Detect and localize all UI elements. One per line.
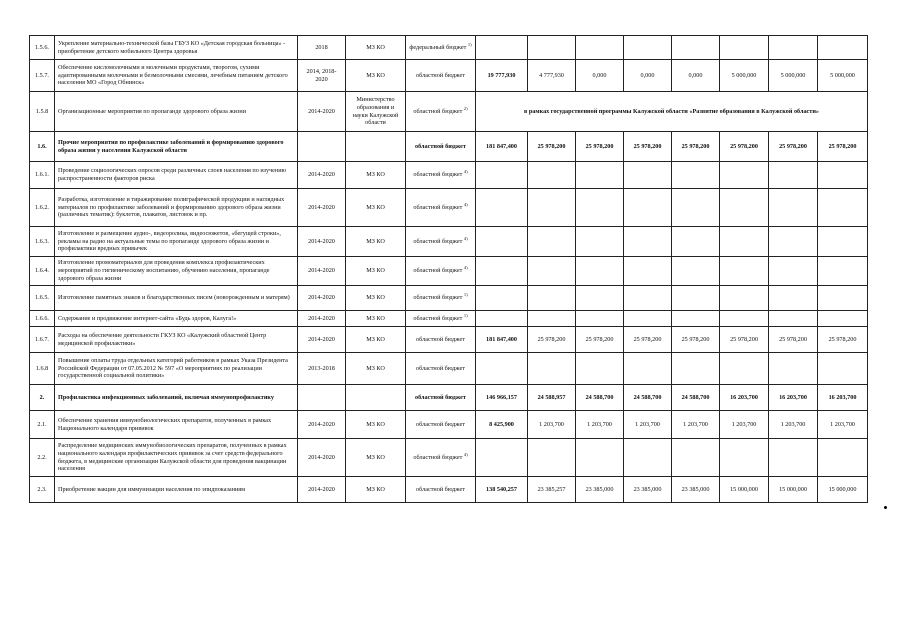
funding-source-text: областной бюджет xyxy=(413,203,463,211)
year-value-cell: 25 978,200 xyxy=(818,327,868,353)
year-value-cell xyxy=(576,189,624,227)
year-value-cell xyxy=(528,353,576,385)
year-value-cell xyxy=(624,439,672,477)
year-value-cell xyxy=(672,311,720,327)
executor-cell: Министерство образования и науки Калужской области xyxy=(346,92,406,132)
activity-name-cell: Прочие мероприятия по профилактике заболеваний и формированию здорового образа жизни у населения Калужской области xyxy=(55,132,298,162)
year-value-cell: 25 978,200 xyxy=(769,327,818,353)
executor-cell: МЗ КО xyxy=(346,162,406,189)
year-value-cell xyxy=(576,439,624,477)
year-value-cell xyxy=(769,353,818,385)
year-value-cell xyxy=(528,189,576,227)
year-value-cell xyxy=(624,286,672,311)
funding-source-text: областной бюджет xyxy=(413,171,463,179)
funding-source-text: областной бюджет xyxy=(413,294,463,302)
table-row xyxy=(30,36,868,60)
year-value-cell xyxy=(769,311,818,327)
activity-name-cell: Разработка, изготовление и тиражирование полиграфической продукции и наглядных материалов по профилактике заболеваний и формированию здорового образа жизни (различных тематик): буклетов, плакатов, листовок и пр. xyxy=(55,189,298,227)
funding-source-cell xyxy=(406,411,476,439)
total-value-cell xyxy=(476,227,528,257)
total-value-cell xyxy=(476,439,528,477)
activity-name-cell: Организационные мероприятия по пропаганде здорового образа жизни xyxy=(55,92,298,132)
year-value-cell xyxy=(672,36,720,60)
activity-name-cell: Содержание и продвижение интернет-сайта «Будь здоров, Калуга!» xyxy=(55,311,298,327)
funding-source-cell xyxy=(406,227,476,257)
funding-source-text: областной бюджет xyxy=(416,364,465,372)
funding-source-cell xyxy=(406,162,476,189)
row-number-cell: 1.6.7. xyxy=(30,327,55,353)
total-value-cell: 138 540,257 xyxy=(476,477,528,503)
program-table xyxy=(29,35,868,503)
executor-cell: МЗ КО xyxy=(346,411,406,439)
year-value-cell xyxy=(576,257,624,286)
table-row xyxy=(30,60,868,92)
funding-source-cell xyxy=(406,385,476,411)
row-number-cell: 1.6.1. xyxy=(30,162,55,189)
period-cell: 2014-2020 xyxy=(298,162,346,189)
period-cell: 2014, 2018-2020 xyxy=(298,60,346,92)
funding-source-cell xyxy=(406,60,476,92)
funding-source-cell xyxy=(406,439,476,477)
year-value-cell xyxy=(720,439,769,477)
period-cell xyxy=(298,385,346,411)
footnote-marker: 1) xyxy=(463,292,468,298)
table-row xyxy=(30,92,868,132)
year-value-cell: 25 978,200 xyxy=(818,132,868,162)
funding-source-text: областной бюджет xyxy=(415,142,466,150)
year-value-cell xyxy=(672,189,720,227)
executor-cell: МЗ КО xyxy=(346,353,406,385)
funding-source-text: областной бюджет xyxy=(413,107,463,115)
year-value-cell xyxy=(818,353,868,385)
year-value-cell xyxy=(818,36,868,60)
period-cell: 2014-2020 xyxy=(298,327,346,353)
year-value-cell xyxy=(720,189,769,227)
row-number-cell: 1.6. xyxy=(30,132,55,162)
year-value-cell xyxy=(576,162,624,189)
executor-cell: МЗ КО xyxy=(346,477,406,503)
row-number-cell: 2.1. xyxy=(30,411,55,439)
year-value-cell: 23 385,257 xyxy=(528,477,576,503)
program-reference-cell: в рамках государственной программы Калужской области «Развитие образования в Калужской области» xyxy=(476,92,868,132)
table-row xyxy=(30,311,868,327)
total-value-cell xyxy=(476,353,528,385)
funding-source-text: областной бюджет xyxy=(416,71,465,79)
funding-source-text: областной бюджет xyxy=(415,393,466,401)
table-row xyxy=(30,162,868,189)
year-value-cell xyxy=(672,353,720,385)
funding-source-cell xyxy=(406,311,476,327)
activity-name-cell: Распределение медицинских иммунобиологических препаратов, полученных в рамках национального календаря профилактических прививок за счет средств федерального бюджета, в медицинские организации Калужской области для проведения вакцинации населения xyxy=(55,439,298,477)
year-value-cell: 0,000 xyxy=(672,60,720,92)
year-value-cell xyxy=(672,286,720,311)
table-row xyxy=(30,477,868,503)
year-value-cell: 25 978,200 xyxy=(528,132,576,162)
scan-speck xyxy=(884,506,887,509)
period-cell: 2014-2020 xyxy=(298,311,346,327)
year-value-cell xyxy=(528,439,576,477)
year-value-cell: 1 203,700 xyxy=(576,411,624,439)
funding-source-text: областной бюджет xyxy=(416,335,465,343)
total-value-cell: 181 847,400 xyxy=(476,132,528,162)
year-value-cell: 23 385,000 xyxy=(672,477,720,503)
year-value-cell xyxy=(818,162,868,189)
funding-source-text: областной бюджет xyxy=(413,237,463,245)
funding-source-text: областной бюджет xyxy=(413,267,463,275)
total-value-cell: 181 847,400 xyxy=(476,327,528,353)
period-cell: 2014-2020 xyxy=(298,189,346,227)
year-value-cell xyxy=(769,162,818,189)
activity-name-cell: Изготовление памятных знаков и благодарственных писем (новорожденным и матерям) xyxy=(55,286,298,311)
funding-source-cell xyxy=(406,132,476,162)
year-value-cell xyxy=(624,257,672,286)
executor-cell: МЗ КО xyxy=(346,439,406,477)
year-value-cell xyxy=(624,353,672,385)
footnote-marker: 1) xyxy=(467,41,472,47)
footnote-marker: 4) xyxy=(463,265,468,271)
period-cell xyxy=(298,132,346,162)
year-value-cell xyxy=(528,36,576,60)
activity-name-cell: Профилактика инфекционных заболеваний, включая иммунопрофилактику xyxy=(55,385,298,411)
year-value-cell: 25 978,200 xyxy=(720,132,769,162)
year-value-cell: 15 000,000 xyxy=(769,477,818,503)
table-row xyxy=(30,189,868,227)
year-value-cell: 25 978,200 xyxy=(528,327,576,353)
year-value-cell xyxy=(624,162,672,189)
period-cell: 2014-2020 xyxy=(298,411,346,439)
table-row xyxy=(30,227,868,257)
year-value-cell xyxy=(528,162,576,189)
total-value-cell xyxy=(476,286,528,311)
year-value-cell xyxy=(720,286,769,311)
year-value-cell xyxy=(818,257,868,286)
total-value-cell xyxy=(476,257,528,286)
row-number-cell: 2. xyxy=(30,385,55,411)
year-value-cell: 1 203,700 xyxy=(769,411,818,439)
funding-source-text: областной бюджет xyxy=(416,485,465,493)
row-number-cell: 1.6.6. xyxy=(30,311,55,327)
year-value-cell: 4 777,930 xyxy=(528,60,576,92)
year-value-cell xyxy=(576,311,624,327)
total-value-cell: 19 777,930 xyxy=(476,60,528,92)
executor-cell: МЗ КО xyxy=(346,286,406,311)
year-value-cell: 25 978,200 xyxy=(624,327,672,353)
year-value-cell xyxy=(576,353,624,385)
table-row xyxy=(30,286,868,311)
total-value-cell: 146 966,157 xyxy=(476,385,528,411)
funding-source-cell xyxy=(406,327,476,353)
funding-source-text: областной бюджет xyxy=(413,453,463,461)
year-value-cell xyxy=(624,189,672,227)
footnote-marker: 4) xyxy=(463,169,468,175)
activity-name-cell: Приобретение вакцин для иммунизации населения по эпидпоказаниям xyxy=(55,477,298,503)
executor-cell: МЗ КО xyxy=(346,189,406,227)
row-number-cell: 1.6.3. xyxy=(30,227,55,257)
year-value-cell xyxy=(769,286,818,311)
funding-source-cell xyxy=(406,286,476,311)
year-value-cell xyxy=(528,257,576,286)
total-value-cell xyxy=(476,162,528,189)
footnote-marker: 1) xyxy=(463,312,468,318)
row-number-cell: 1.5.6. xyxy=(30,36,55,60)
period-cell: 2014-2020 xyxy=(298,286,346,311)
year-value-cell xyxy=(720,36,769,60)
year-value-cell xyxy=(624,311,672,327)
table-row xyxy=(30,327,868,353)
year-value-cell xyxy=(624,227,672,257)
year-value-cell xyxy=(818,227,868,257)
year-value-cell xyxy=(528,311,576,327)
year-value-cell: 16 203,700 xyxy=(720,385,769,411)
activity-name-cell: Повышение оплаты труда отдельных категорий работников в рамках Указа Президента Российской Федерации от 07.05.2012 № 597 «О мероприятиях по реализации государственной социальной политики» xyxy=(55,353,298,385)
year-value-cell: 5 000,000 xyxy=(769,60,818,92)
year-value-cell: 16 203,700 xyxy=(769,385,818,411)
year-value-cell xyxy=(624,36,672,60)
total-value-cell: 8 425,900 xyxy=(476,411,528,439)
year-value-cell: 1 203,700 xyxy=(818,411,868,439)
year-value-cell: 24 588,700 xyxy=(576,385,624,411)
activity-name-cell: Изготовление промоматериалов для проведения комплекса профилактических мероприятий по гигиеническому воспитанию, обучению населения, пропаганде здорового образа жизни xyxy=(55,257,298,286)
row-number-cell: 1.6.5. xyxy=(30,286,55,311)
year-value-cell: 15 000,000 xyxy=(818,477,868,503)
executor-cell: МЗ КО xyxy=(346,60,406,92)
row-number-cell: 1.6.8 xyxy=(30,353,55,385)
year-value-cell: 24 588,700 xyxy=(672,385,720,411)
row-number-cell: 2.3. xyxy=(30,477,55,503)
funding-source-cell xyxy=(406,189,476,227)
executor-cell: МЗ КО xyxy=(346,327,406,353)
period-cell: 2014-2020 xyxy=(298,227,346,257)
period-cell: 2014-2020 xyxy=(298,477,346,503)
total-value-cell xyxy=(476,36,528,60)
activity-name-cell: Расходы на обеспечение деятельности ГКУЗ КО «Калужский областной Центр медицинской профилактики» xyxy=(55,327,298,353)
executor-cell: МЗ КО xyxy=(346,36,406,60)
year-value-cell xyxy=(528,227,576,257)
year-value-cell xyxy=(720,311,769,327)
year-value-cell xyxy=(818,189,868,227)
funding-source-text: областной бюджет xyxy=(413,314,463,322)
year-value-cell: 25 978,200 xyxy=(576,327,624,353)
year-value-cell: 0,000 xyxy=(576,60,624,92)
funding-source-cell xyxy=(406,92,476,132)
year-value-cell: 1 203,700 xyxy=(672,411,720,439)
table-row xyxy=(30,353,868,385)
period-cell: 2014-2020 xyxy=(298,439,346,477)
period-cell: 2018 xyxy=(298,36,346,60)
footnote-marker: 2) xyxy=(463,105,468,111)
period-cell: 2014-2020 xyxy=(298,92,346,132)
year-value-cell: 25 978,200 xyxy=(624,132,672,162)
year-value-cell xyxy=(769,227,818,257)
period-cell: 2013-2018 xyxy=(298,353,346,385)
year-value-cell: 1 203,700 xyxy=(528,411,576,439)
year-value-cell xyxy=(672,257,720,286)
funding-source-text: федеральный бюджет xyxy=(409,43,467,51)
year-value-cell: 5 000,000 xyxy=(720,60,769,92)
table-row xyxy=(30,132,868,162)
year-value-cell: 25 978,200 xyxy=(720,327,769,353)
year-value-cell: 1 203,700 xyxy=(624,411,672,439)
row-number-cell: 1.6.2. xyxy=(30,189,55,227)
executor-cell: МЗ КО xyxy=(346,311,406,327)
executor-cell: МЗ КО xyxy=(346,227,406,257)
year-value-cell xyxy=(818,311,868,327)
total-value-cell xyxy=(476,189,528,227)
year-value-cell xyxy=(720,227,769,257)
funding-source-cell xyxy=(406,353,476,385)
funding-source-text: областной бюджет xyxy=(416,420,465,428)
funding-source-cell xyxy=(406,257,476,286)
year-value-cell xyxy=(769,439,818,477)
funding-source-cell xyxy=(406,36,476,60)
footnote-marker: 4) xyxy=(463,235,468,241)
row-number-cell: 1.5.7. xyxy=(30,60,55,92)
table-row xyxy=(30,385,868,411)
row-number-cell: 1.6.4. xyxy=(30,257,55,286)
year-value-cell: 24 588,957 xyxy=(528,385,576,411)
table-row xyxy=(30,439,868,477)
funding-source-cell xyxy=(406,477,476,503)
year-value-cell xyxy=(672,227,720,257)
year-value-cell: 16 203,700 xyxy=(818,385,868,411)
year-value-cell: 24 588,700 xyxy=(624,385,672,411)
table-row xyxy=(30,257,868,286)
year-value-cell: 1 203,700 xyxy=(720,411,769,439)
year-value-cell xyxy=(576,227,624,257)
year-value-cell: 25 978,200 xyxy=(672,327,720,353)
year-value-cell xyxy=(720,257,769,286)
activity-name-cell: Укрепление материально-технической базы ГБУЗ КО «Детская городская больница» - приобретение детского мобильного Центра здоровья xyxy=(55,36,298,60)
activity-name-cell: Изготовление и размещение аудио-, видеоролика, видеосюжетов, «бегущей строки», рекламы на радио на актуальные темы по пропаганде здорового образа жизни и профилактики вредных привычек xyxy=(55,227,298,257)
year-value-cell: 23 385,000 xyxy=(576,477,624,503)
period-cell: 2014-2020 xyxy=(298,257,346,286)
row-number-cell: 2.2. xyxy=(30,439,55,477)
year-value-cell: 15 000,000 xyxy=(720,477,769,503)
row-number-cell: 1.5.8 xyxy=(30,92,55,132)
activity-name-cell: Проведение социологических опросов среди различных слоев населения по изучению распространенности факторов риска xyxy=(55,162,298,189)
year-value-cell xyxy=(576,36,624,60)
year-value-cell xyxy=(528,286,576,311)
executor-cell xyxy=(346,132,406,162)
activity-name-cell: Обеспечение кисломолочными и молочными продуктами, творогом, сухими адаптированными молочными и безмолочными смесями, лечебным питанием детского населения МО «Город Обнинск» xyxy=(55,60,298,92)
executor-cell: МЗ КО xyxy=(346,257,406,286)
footnote-marker: 4) xyxy=(463,451,468,457)
total-value-cell xyxy=(476,311,528,327)
year-value-cell xyxy=(818,286,868,311)
year-value-cell: 25 978,200 xyxy=(576,132,624,162)
year-value-cell xyxy=(672,162,720,189)
year-value-cell xyxy=(720,353,769,385)
year-value-cell: 25 978,200 xyxy=(769,132,818,162)
year-value-cell: 0,000 xyxy=(624,60,672,92)
year-value-cell xyxy=(769,36,818,60)
footnote-marker: 4) xyxy=(463,201,468,207)
table-row xyxy=(30,411,868,439)
year-value-cell xyxy=(672,439,720,477)
executor-cell xyxy=(346,385,406,411)
year-value-cell: 23 385,000 xyxy=(624,477,672,503)
year-value-cell xyxy=(769,257,818,286)
year-value-cell xyxy=(576,286,624,311)
year-value-cell xyxy=(769,189,818,227)
year-value-cell: 5 000,000 xyxy=(818,60,868,92)
activity-name-cell: Обеспечение хранения иммунобиологических препаратов, полученных в рамках Национального календаря прививок xyxy=(55,411,298,439)
year-value-cell xyxy=(818,439,868,477)
year-value-cell: 25 978,200 xyxy=(672,132,720,162)
year-value-cell xyxy=(720,162,769,189)
